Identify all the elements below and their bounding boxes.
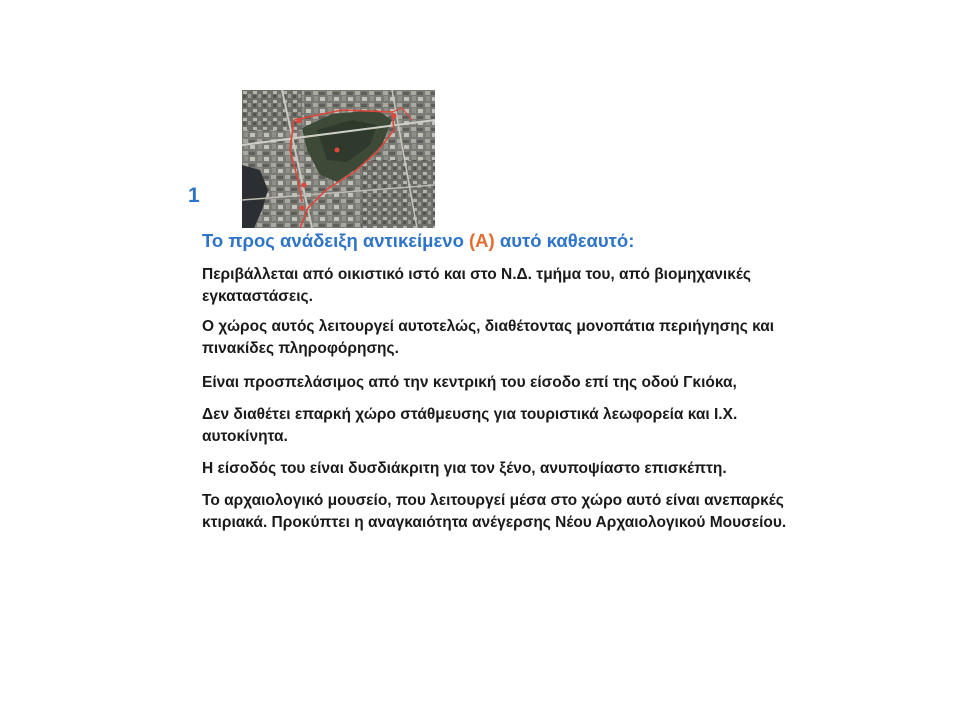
paragraph-access: Είναι προσπελάσιμος από την κεντρική του είσοδο επί της οδού Γκιόκα, [202, 374, 737, 391]
heading-text-part1: Το προς ανάδειξη αντικείμενο [202, 230, 470, 251]
paragraph-self-contained: Ο χώρος αυτός λειτουργεί αυτοτελώς, διαθέτοντας μονοπάτια περιήγησης και πινακίδες πληροφόρησης. [202, 318, 775, 357]
heading-accent-label: (Α) [469, 230, 495, 251]
slide-heading [202, 230, 634, 252]
paragraph-surroundings: Περιβάλλεται από οικιστικό ιστό και στο Ν.Δ. τμήμα του, από βιομηχανικές εγκαταστάσεις. [202, 266, 751, 305]
slide-number: 1 [188, 184, 200, 207]
paragraph-parking: Δεν διαθέτει επαρκή χώρο στάθμευσης για τουριστικά λεωφορεία και Ι.Χ. αυτοκίνητα. [202, 406, 738, 445]
aerial-site-photo [242, 90, 435, 228]
paragraph-museum: Το αρχαιολογικό μουσείο, που λειτουργεί μέσα στο χώρο αυτό είναι ανεπαρκές κτιριακά. Προκύπτει η αναγκαιότητα ανέγερσης Νέου Αρχαιολογικού Μουσείου. [202, 492, 787, 531]
paragraph-entrance: Η είσοδός του είναι δυσδιάκριτη για τον ξένο, ανυποψίαστο επισκέπτη. [202, 460, 727, 477]
heading-text-part2: αυτό καθεαυτό: [494, 230, 635, 251]
